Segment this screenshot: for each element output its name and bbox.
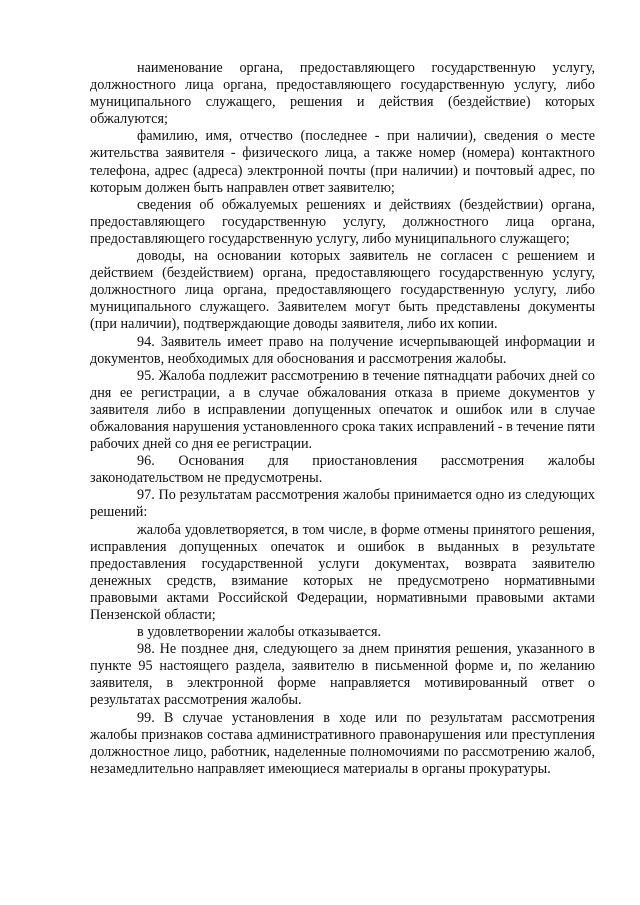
paragraph-item-94: 94. Заявитель имеет право на получение исчерпывающей информации и документов, необходимых для обоснования и рассмотрения жалобы. — [90, 333, 595, 367]
paragraph-decision-refused: в удовлетворении жалобы отказывается. — [137, 624, 382, 641]
paragraph-complaint-contents-decisions: сведения об обжалуемых решениях и действиях (бездействии) органа, предоставляющего государственную услугу, должностного лица органа, предоставляющего государственную услугу, либо муниципального служащего; — [90, 196, 595, 247]
paragraph-complaint-contents-organ: наименование органа, предоставляющего государственную услугу, должностного лица органа, предоставляющего государственную услугу, либо муниципального служащего, решения и действия (бездействие) которых обжалуются; — [90, 60, 595, 128]
paragraph-decision-satisfied: жалоба удовлетворяется, в том числе, в форме отмены принятого решения, исправления допущенных опечаток и ошибок в выданных в результате предоставления государственной услуги документах, возврата заявителю денежных средств, взимание которых не предусмотрено нормативными правовыми актами Российской Федерации, нормативными правовыми актами Пензенской области; — [90, 521, 595, 623]
paragraph-item-95: 95. Жалоба подлежит рассмотрению в течение пятнадцати рабочих дней со дня ее регистрации, а в случае обжалования отказа в приеме документов у заявителя либо в исправлении допущенных опечаток и ошибок или в случае обжалования нарушения установленного срока таких исправлений - в течение пяти рабочих дней со дня ее регистрации. — [90, 367, 595, 453]
paragraph-item-96: 96. Основания для приостановления рассмотрения жалобы законодательством не предусмотрены. — [90, 453, 595, 487]
document-page — [90, 60, 595, 778]
paragraph-item-98: 98. Не позднее дня, следующего за днем принятия решения, указанного в пункте 95 настоящего раздела, заявителю в письменной форме и, по желанию заявителя, в электронной форме направляется мотивированный ответ о результатах рассмотрения жалобы. — [90, 641, 595, 709]
paragraph-complaint-contents-arguments: доводы, на основании которых заявитель не согласен с решением и действием (бездействием) органа, предоставляющего государственную услугу, должностного лица органа, предоставляющего государственную услугу, либо муниципального служащего. Заявителем могут быть представлены документы (при наличии), подтверждающие доводы заявителя, либо их копии. — [90, 248, 595, 333]
paragraph-item-99: 99. В случае установления в ходе или по результатам рассмотрения жалобы признаков состава административного правонарушения или преступления должностное лицо, работник, наделенные полномочиями по рассмотрению жалоб, незамедлительно направляет имеющиеся материалы в органы прокуратуры. — [90, 709, 595, 777]
paragraph-complaint-contents-applicant: фамилию, имя, отчество (последнее - при наличии), сведения о месте жительства заявителя - физического лица, а также номер (номера) контактного телефона, адрес (адреса) электронной почты (при наличии) и почтовый адрес, по которым должен быть направлен ответ заявителю; — [90, 128, 595, 196]
paragraph-item-97: 97. По результатам рассмотрения жалобы принимается одно из следующих решений: — [90, 487, 595, 521]
